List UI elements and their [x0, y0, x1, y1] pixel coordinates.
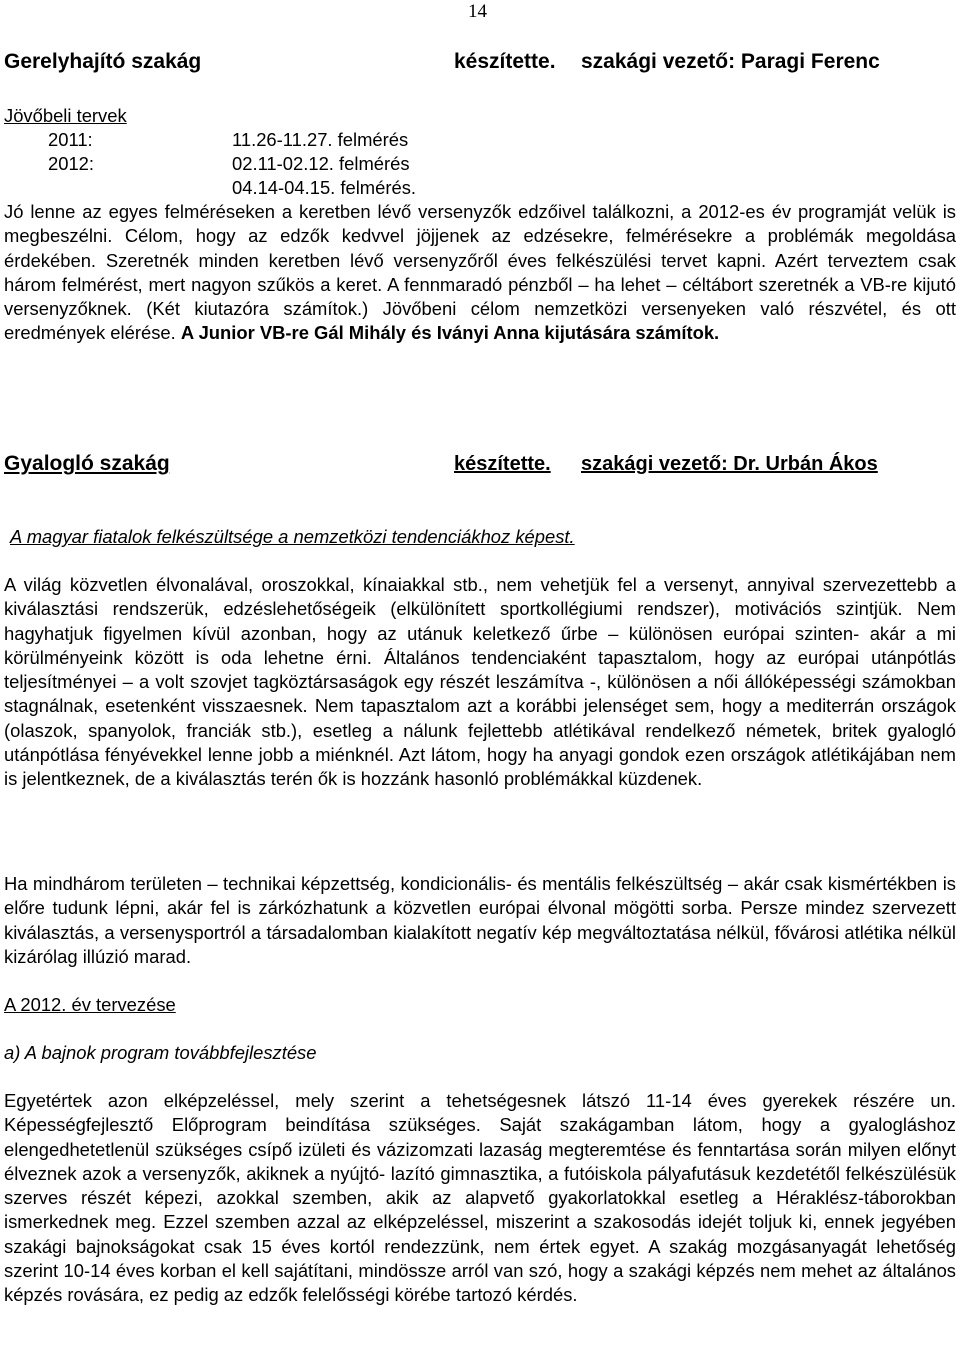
plan-heading: A 2012. év tervezése: [4, 994, 176, 1015]
future-plans-heading: Jövőbeli tervek: [4, 105, 127, 126]
paragraph: [4, 200, 956, 346]
schedule-item: 02.11-02.12. felmérés: [232, 153, 410, 174]
paragraph-text: Jó lenne az egyes felméréseken a keretben lévő versenyzők edzőivel találkozni, a 2012-es év programját velük is megbeszélni. Célom, hogy az edzők kedvvel jöjjenek az edzésekre, felmérésekre a problémák megoldása érdekében. Szeretnék minden keretben lévő versenyzőről éves felkészülési tervet kapni. Azért terveztem csak három felmérést, mert nagyon szűkös a keret. A fennmaradó pénzből – ha lehet – céltábort szeretnék a VB-re kijutó versenyzőknek. (Két kiutazóra számítok.) Jövőbeni célom nemzetközi versenyeken való részvétel, és ott eredmények elérése.: [4, 201, 956, 344]
paragraph: A világ közvetlen élvonalával, oroszokkal, kínaiakkal stb., nem vehetjük fel a versenyt, annyival szervezettebb a kiválasztási rendszerük, edzéslehetőségeik (elkülönített sportkollégiumi rendszer), motivációs szintjük. Nem hagyhatjuk figyelmen kívül azonban, hogy az utánuk keletkező űrbe – különösen európai szinten- akár a mi körülményeink között is oda lehetne érni. Általános tendenciaként tapasztalom, hogy az európai utánpótlás teljesítményei – a volt szovjet tagköztársaságok egy részét leszámítva -, különösen a női állóképességi számokban stagnálnak, esetenként visszaesnek. Nem tapasztalom azt a korábbi jelenséget sem, hogy a mediterrán országok (olaszok, spanyolok, franciák stb.), esetleg a nálunk fejlettebb atlétikával rendelkező németek, britek gyalogló utánpótlása fényévekkel lenne jobb a miénknél. Azt látom, hogy ha anyagi gondok ezen országok atlétikájában nem is jelentkeznek, de a kiválasztás terén ők is hozzánk hasonló problémákkal küzdenek.: [4, 574, 956, 790]
page-number: 14: [468, 1, 487, 22]
schedule-item: 04.14-04.15. felmérés.: [232, 177, 417, 198]
paragraph-bold-text: A Junior VB-re Gál Mihály és Iványi Anna kijutására számítok.: [180, 322, 720, 344]
section-title: Gerelyhajító szakág: [4, 50, 202, 73]
schedule-year: 2011:: [48, 129, 93, 150]
paragraph: Egyetértek azon elképzeléssel, mely szerint a tehetségesnek látszó 11-14 éves gyerekek részére un. Képességfejlesztő Előprogram beindítása szükséges. Saját szakágamban látom, hogy a gyalogláshoz elengedhetetlenül szükséges csípő izületi és vázizomzati lazaság megteremtése és fenntartása során milyen előnyt élveznek azok a versenyzők, akiknek a nyújtó- lazító gimnasztika, a futóiskola pályafutásuk kezdetétől felkészülésük szerves részét képezi, azokkal szemben, akik az alapvető gyakorlatokkal esetleg a Héraklész-táborokban ismerkednek meg. Ezzel szemben azzal az elképzeléssel, miszerint a szakosodás idejét toljuk ki, ennek jegyében szakági bajnokságokat csak 15 éves kortól rendezzünk, nem értek egyet. A szakág mozgásanyagát lehetőség szerint 10-14 éves korban el kell sajátítani, mindössze arról van szó, hogy a szakági képzés nem mehet az általános képzés rovására, ez pedig az edzők felelősségi körébe tartozó kérdés.: [4, 1090, 956, 1306]
schedule-item: 11.26-11.27. felmérés: [232, 129, 409, 150]
schedule-year: 2012:: [48, 153, 95, 174]
subheading: A magyar fiatalok felkészültsége a nemzetközi tendenciákhoz képest.: [10, 526, 575, 547]
paragraph: Ha mindhárom területen – technikai képzettség, kondicionális- és mentális felkészültség – akár csak kismértékben is előre tudunk lépni, akár fel is zárkózhatunk a közvetlen európai élvonal mögötti sorba. Persze mindez szervezett kiválasztás, a versenysportról a társadalomban kialakított negatív kép megváltoztatása nélkül, fővárosi atlétika nélkül kizárólag illúzió marad.: [4, 873, 956, 967]
section-leader: szakági vezető: Paragi Ferenc: [581, 50, 880, 73]
prepared-label: készítette.: [454, 453, 551, 475]
section-title: Gyalogló szakág: [4, 452, 170, 475]
plan-subheading: a) A bajnok program továbbfejlesztése: [4, 1042, 317, 1063]
prepared-label: készítette.: [454, 50, 556, 73]
section-leader: szakági vezető: Dr. Urbán Ákos: [581, 453, 878, 475]
